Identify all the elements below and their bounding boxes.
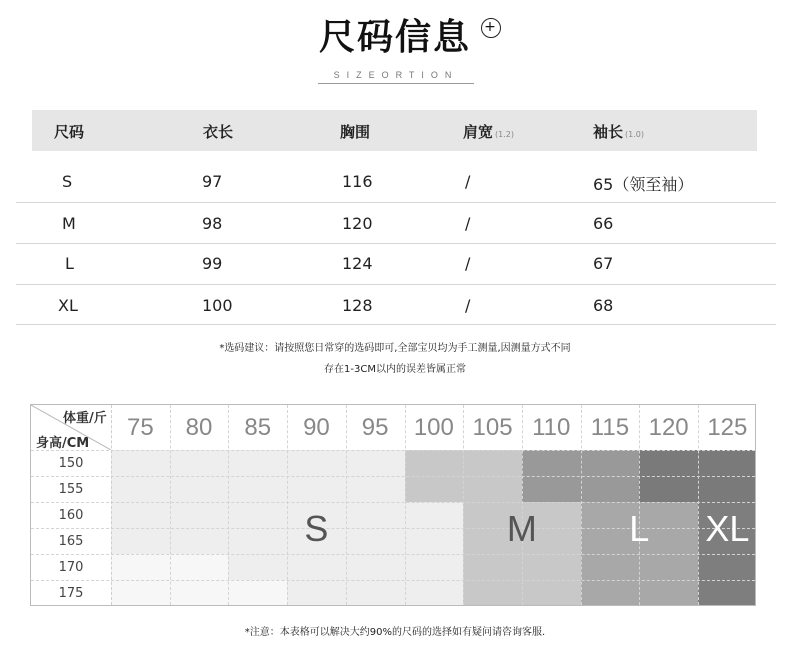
cell: M [62, 214, 76, 233]
weight-tick-label: 100 [413, 414, 454, 441]
table-row [16, 203, 776, 244]
grid-line-v [228, 405, 229, 605]
col-header-chest: 胸围 [340, 123, 371, 141]
grid-cell [287, 450, 346, 477]
cell: 99 [202, 254, 223, 273]
weight-tick-label: 105 [472, 414, 513, 441]
grid-cell [698, 476, 756, 503]
cell: / [465, 254, 471, 273]
grid-cell [346, 580, 405, 606]
footer-note: *注意：本表格可以解决大约90%的尺码的选择如有疑问请咨询客服. [244, 627, 546, 638]
grid-cell [463, 554, 522, 581]
cell: 124 [342, 254, 373, 273]
cell: 116 [342, 172, 373, 191]
corner-diagonal [31, 405, 111, 450]
table-row [16, 244, 776, 285]
grid-cell [639, 554, 698, 581]
title-wrap [0, 14, 790, 62]
cell: 68 [593, 296, 614, 315]
grid-cell [522, 476, 581, 503]
grid-cell [581, 580, 640, 606]
grid-cell [463, 450, 522, 477]
table-row [16, 285, 776, 325]
cell: S [62, 172, 73, 191]
weight-tick-label: 80 [185, 414, 213, 441]
grid-cell [228, 502, 287, 529]
size-zone-label-l: L [629, 508, 650, 549]
cell: XL [58, 296, 78, 315]
grid-cell [346, 528, 405, 555]
cell: 97 [202, 172, 223, 191]
grid-cell [170, 450, 229, 477]
size-zone-label-s: S [304, 508, 329, 549]
subtitle-underline [318, 83, 474, 84]
grid-cell [405, 528, 464, 555]
cell: / [465, 172, 471, 191]
grid-line-v [698, 405, 699, 605]
cell: 67 [593, 254, 614, 273]
size-chart-grid [30, 404, 756, 606]
grid-cell [698, 580, 756, 606]
grid-line-h [31, 580, 755, 581]
grid-line-v [463, 405, 464, 605]
height-tick-label: 160 [58, 508, 84, 523]
weight-tick-label: 90 [303, 414, 330, 441]
weight-tick-label: 115 [590, 414, 630, 441]
grid-cell [346, 450, 405, 477]
cell: 66 [593, 214, 614, 233]
grid-cell [111, 528, 170, 555]
height-tick-label: 170 [58, 560, 84, 575]
grid-cell [287, 580, 346, 606]
grid-cell [463, 580, 522, 606]
grid-line-h [31, 450, 755, 451]
grid-line-h [31, 502, 755, 503]
grid-cell [287, 476, 346, 503]
size-table-header [32, 110, 757, 151]
grid-cell [346, 476, 405, 503]
grid-cell [228, 450, 287, 477]
grid-cell [522, 450, 581, 477]
grid-cell [287, 554, 346, 581]
grid-cell [522, 554, 581, 581]
grid-cell [581, 554, 640, 581]
grid-cell [698, 554, 756, 581]
grid-line-v [111, 405, 112, 605]
cell: 128 [342, 296, 373, 315]
size-zone-label-xl: XL [705, 508, 750, 549]
grid-cell [170, 580, 229, 606]
grid-cell [170, 554, 229, 581]
grid-line-v [346, 405, 347, 605]
page-title-text: 尺码信息 [318, 17, 471, 58]
weight-tick-label: 120 [648, 414, 689, 441]
grid-cell [228, 580, 287, 606]
page-subtitle: SIZEORTION [333, 70, 459, 80]
col-header-length: 衣长 [203, 123, 234, 141]
grid-cell [405, 450, 464, 477]
grid-line-h [31, 476, 755, 477]
grid-cell [522, 580, 581, 606]
grid-line-v [170, 405, 171, 605]
col-header-size: 尺码 [54, 123, 85, 141]
grid-cell [228, 476, 287, 503]
grid-cell [405, 476, 464, 503]
grid-cell [405, 554, 464, 581]
grid-line-v [405, 405, 406, 605]
cell: 98 [202, 214, 223, 233]
height-axis-label: 身高/CM [36, 436, 90, 451]
weight-axis-label: 体重/斤 [63, 411, 107, 426]
grid-line-v [287, 405, 288, 605]
cell: 100 [202, 296, 233, 315]
grid-cell [170, 502, 229, 529]
grid-cell [581, 450, 640, 477]
weight-tick-label: 75 [126, 414, 154, 441]
grid-cell [639, 580, 698, 606]
grid-line-v [639, 405, 640, 605]
page-title [318, 14, 498, 62]
table-row [16, 162, 776, 203]
grid-cell [111, 450, 170, 477]
weight-tick-label: 85 [244, 414, 272, 441]
size-zone-label-m: M [506, 508, 537, 549]
note-line1: *选码建议：请按照您日常穿的选码即可,全部宝贝均为手工测量,因测量方式不同 [219, 343, 571, 354]
height-tick-label: 150 [58, 456, 84, 471]
grid-cell [405, 580, 464, 606]
grid-cell [639, 450, 698, 477]
height-tick-label: 165 [58, 534, 84, 549]
height-tick-label: 175 [58, 586, 84, 601]
grid-cell [463, 476, 522, 503]
grid-cell [228, 554, 287, 581]
weight-tick-label: 125 [707, 414, 748, 441]
cell: / [465, 214, 471, 233]
note-line2: 存在1-3CM以内的误差皆属正常 [324, 364, 466, 375]
cell: / [465, 296, 471, 315]
weight-tick-label: 95 [361, 414, 389, 441]
cell: 65（领至袖） [593, 175, 694, 194]
grid-cell [170, 476, 229, 503]
grid-line-v [522, 405, 523, 605]
grid-cell [405, 502, 464, 529]
grid-cell [346, 502, 405, 529]
grid-cell [170, 528, 229, 555]
grid-cell [111, 502, 170, 529]
grid-cell [111, 554, 170, 581]
grid-cell [639, 476, 698, 503]
grid-cell [581, 476, 640, 503]
grid-cell [228, 528, 287, 555]
grid-cell [111, 476, 170, 503]
grid-cell [111, 580, 170, 606]
grid-cell [346, 554, 405, 581]
size-table [32, 110, 757, 315]
grid-cell [698, 450, 756, 477]
cell: L [65, 254, 74, 273]
col-header-sleeve: 袖长 (1.0) [593, 123, 644, 141]
col-header-shoulder: 肩宽 (1.2) [463, 123, 514, 141]
cell: 120 [342, 214, 373, 233]
grid-line-v [581, 405, 582, 605]
height-tick-label: 155 [58, 482, 84, 497]
plus-circle-icon: + [481, 18, 501, 38]
weight-tick-label: 110 [532, 414, 571, 441]
grid-line-h [31, 554, 755, 555]
